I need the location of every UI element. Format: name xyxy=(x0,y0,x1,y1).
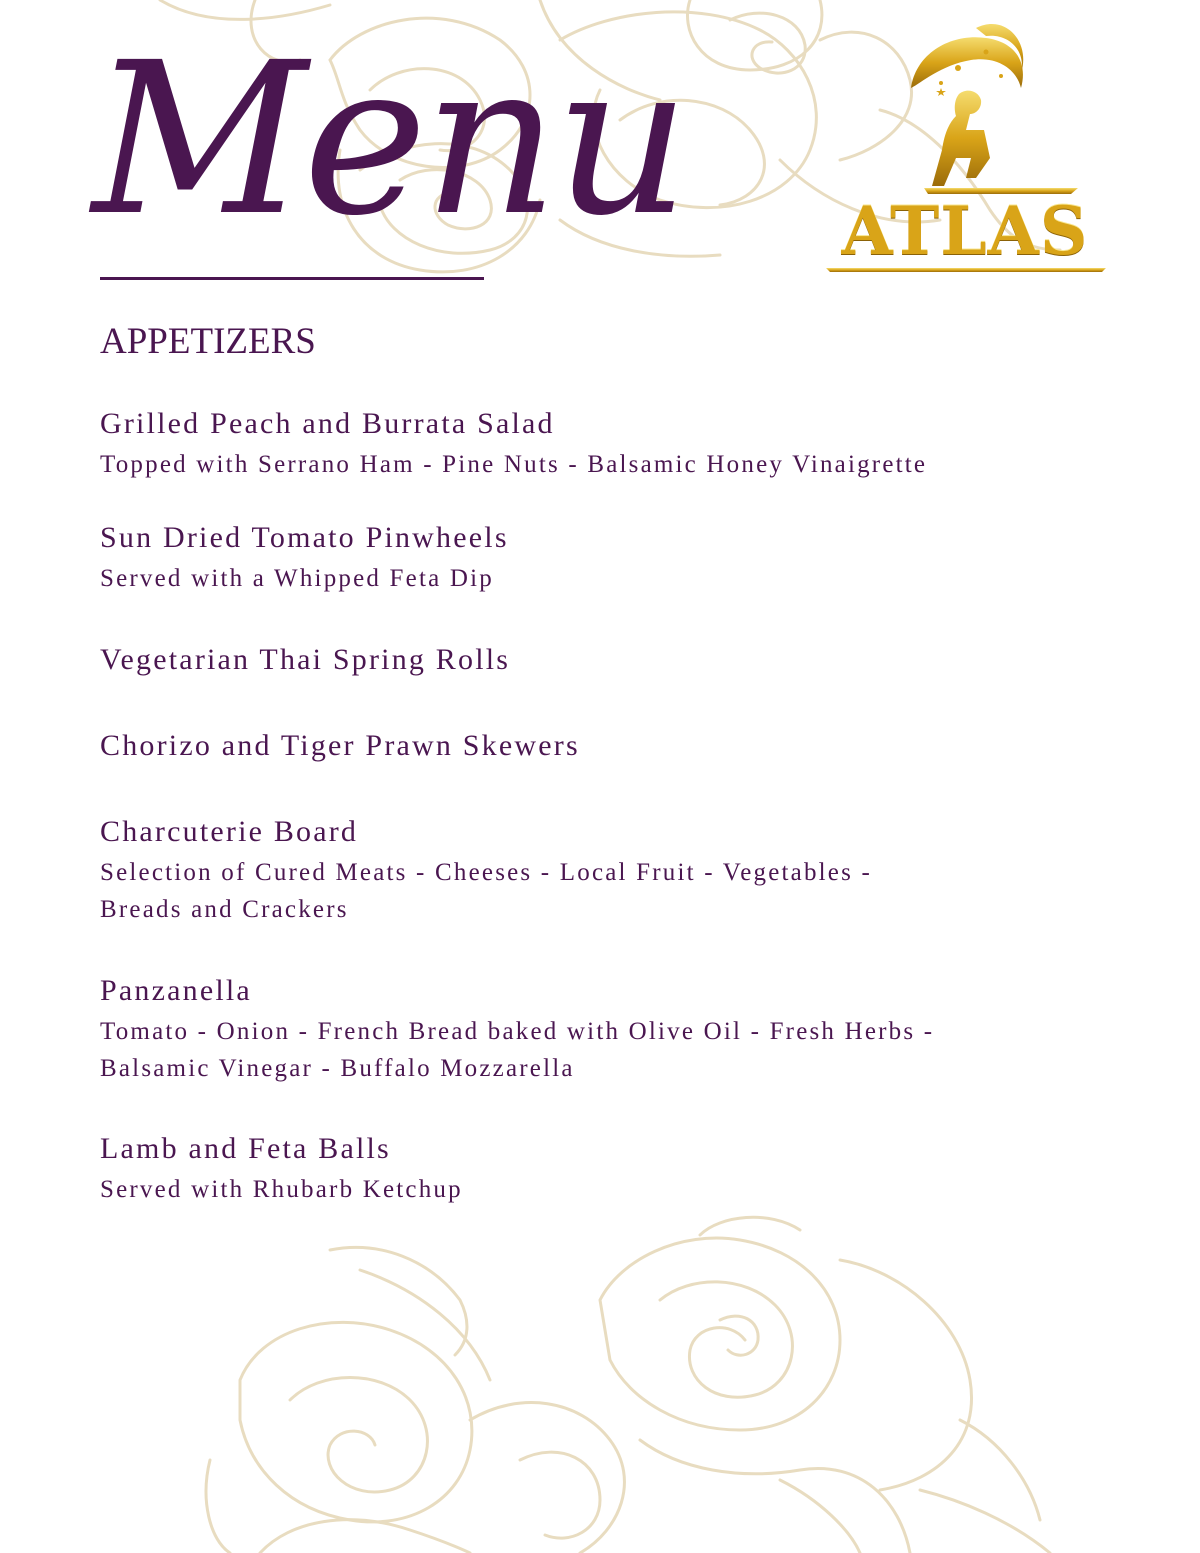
menu-item xyxy=(100,516,1130,597)
bottom-roses xyxy=(206,1217,1050,1553)
item-name: Sun Dried Tomato Pinwheels xyxy=(100,521,509,554)
title-underline xyxy=(100,277,484,280)
item-name: Charcuterie Board xyxy=(100,815,359,848)
item-description: Tomato - Onion - French Bread baked with Olive Oil - Fresh Herbs - xyxy=(100,1018,935,1045)
item-description: Served with Rhubarb Ketchup xyxy=(100,1176,463,1203)
item-name: Panzanella xyxy=(100,974,252,1007)
menu-title: Menu xyxy=(92,17,686,262)
menu-item xyxy=(100,969,1130,1087)
menu-item xyxy=(100,724,1130,768)
item-name: Grilled Peach and Burrata Salad xyxy=(100,407,555,440)
menu-item xyxy=(100,638,1130,682)
section-heading-appetizers: APPETIZERS xyxy=(100,321,316,362)
item-description: Selection of Cured Meats - Cheeses - Local Fruit - Vegetables - xyxy=(100,859,872,886)
menu-item xyxy=(100,1127,1130,1208)
item-description: Balsamic Vinegar - Buffalo Mozzarella xyxy=(100,1055,575,1082)
item-name: Chorizo and Tiger Prawn Skewers xyxy=(100,729,580,762)
item-description: Topped with Serrano Ham - Pine Nuts - Balsamic Honey Vinaigrette xyxy=(100,451,928,478)
item-name: Vegetarian Thai Spring Rolls xyxy=(100,643,511,676)
menu-list xyxy=(100,402,1130,1208)
menu-item xyxy=(100,402,1130,483)
item-name: Lamb and Feta Balls xyxy=(100,1132,391,1165)
logo-wordmark: ATLAS xyxy=(841,192,1089,270)
menu-item xyxy=(100,810,1130,928)
item-description: Served with a Whipped Feta Dip xyxy=(100,565,494,592)
item-description: Breads and Crackers xyxy=(100,896,349,923)
